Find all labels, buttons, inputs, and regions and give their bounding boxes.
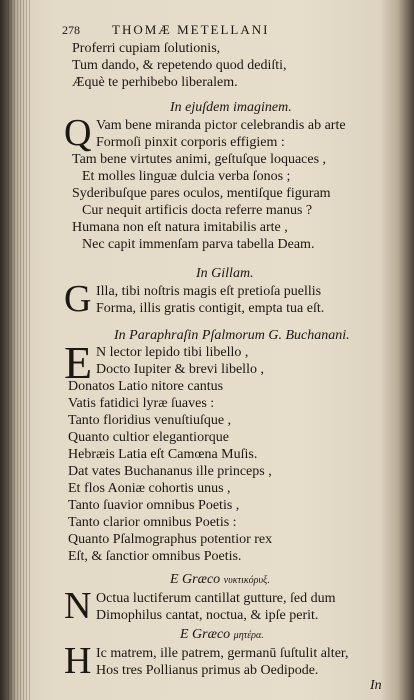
running-head: THOMÆ METELLANI	[112, 22, 270, 37]
page-number: 278	[62, 23, 80, 37]
verse-line: Formoſi pinxit corporis effigiem :	[96, 135, 285, 150]
poem-title-greek: νυκτικόρυξ.	[223, 575, 270, 586]
verse-line: Et molles linguæ dulcia verba ſonos ;	[82, 169, 291, 184]
verse-line: Ic matrem, ille patrem, germanū ſuſtulit alter,	[96, 646, 349, 661]
verse-line: Cur nequit artificis docta referre manus ?	[82, 203, 313, 218]
verse-line: Tanto ſuavior omnibus Poetis ,	[68, 498, 240, 513]
verse-line: Donatos Latio nitore cantus	[68, 379, 224, 394]
verse-line: Nec capit immenſam parva tabella Deam.	[82, 237, 315, 252]
verse-line: Docto Iupiter & brevi libello ,	[96, 362, 264, 377]
catchword: In	[370, 678, 382, 693]
verse-line: Dimophilus cantat, noctua, & ipſe perit.	[96, 608, 319, 623]
book-page	[62, 22, 392, 692]
poem-title	[170, 572, 270, 589]
verse-line: Hos tres Pollianus primus ab Oedipode.	[96, 663, 319, 678]
drop-capital: G	[64, 278, 92, 320]
drop-capital: Q	[64, 112, 92, 154]
verse-line: Eſt, & ſanctior omnibus Poetis.	[68, 549, 242, 564]
verse-line: Quanto cultior elegantiorque	[68, 430, 229, 445]
poem-title: In Gillam.	[196, 266, 254, 281]
verse-line: Tanto floridius venuſtiuſque ,	[68, 413, 232, 428]
verse-line: Vam bene miranda pictor celebrandis ab arte	[96, 118, 346, 133]
verse-line: N lector lepido tibi libello ,	[96, 345, 249, 360]
verse-line: Dat vates Buchananus ille princeps ,	[68, 464, 272, 479]
verse-line: Proferri cupiam ſolutionis,	[72, 41, 221, 56]
verse-line: Hebræis Latia eſt Camœna Muſis.	[68, 447, 258, 462]
verse-line: Quanto Pſalmographus potentior rex	[68, 532, 273, 547]
verse-line: Octua luctiferum cantillat gutture, ſed dum	[96, 591, 336, 606]
verse-line: Tanto clarior omnibus Poetis :	[68, 515, 237, 530]
drop-capital: N	[64, 585, 92, 627]
book-gutter	[8, 0, 32, 700]
verse-line: Humana non eſt natura imitabilis arte ,	[72, 220, 288, 235]
verse-line: Illa, tibi noſtris magis eſt pretioſa puellis	[96, 284, 322, 299]
poem-title	[180, 627, 264, 644]
verse-line: Tum dando, & repetendo quod dediſti,	[72, 58, 287, 73]
verse-line: Æquè te perhibebo liberalem.	[72, 75, 238, 90]
poem-title-latin: E Græco	[180, 627, 231, 642]
verse-line: Et flos Aoniæ cohortis unus ,	[68, 481, 231, 496]
verse-line: Forma, illis gratis contigit, empta tua eſt.	[96, 301, 325, 316]
poem-title: In ejuſdem imaginem.	[170, 100, 292, 115]
poem-title-greek: μητέρα.	[233, 630, 264, 641]
verse-line: Syderibuſque pares oculos, mentiſque figuram	[72, 186, 331, 201]
poem-title: In Paraphraſin Pſalmorum G. Buchanani.	[114, 328, 350, 343]
poem-title-latin: E Græco	[170, 572, 221, 587]
drop-capital: H	[64, 640, 92, 682]
drop-capital: E	[64, 337, 93, 388]
verse-line: Vatis fatidici lyræ ſuaves :	[68, 396, 215, 411]
verse-line: Tam bene virtutes animi, geſtuſque loquaces ,	[72, 152, 327, 167]
